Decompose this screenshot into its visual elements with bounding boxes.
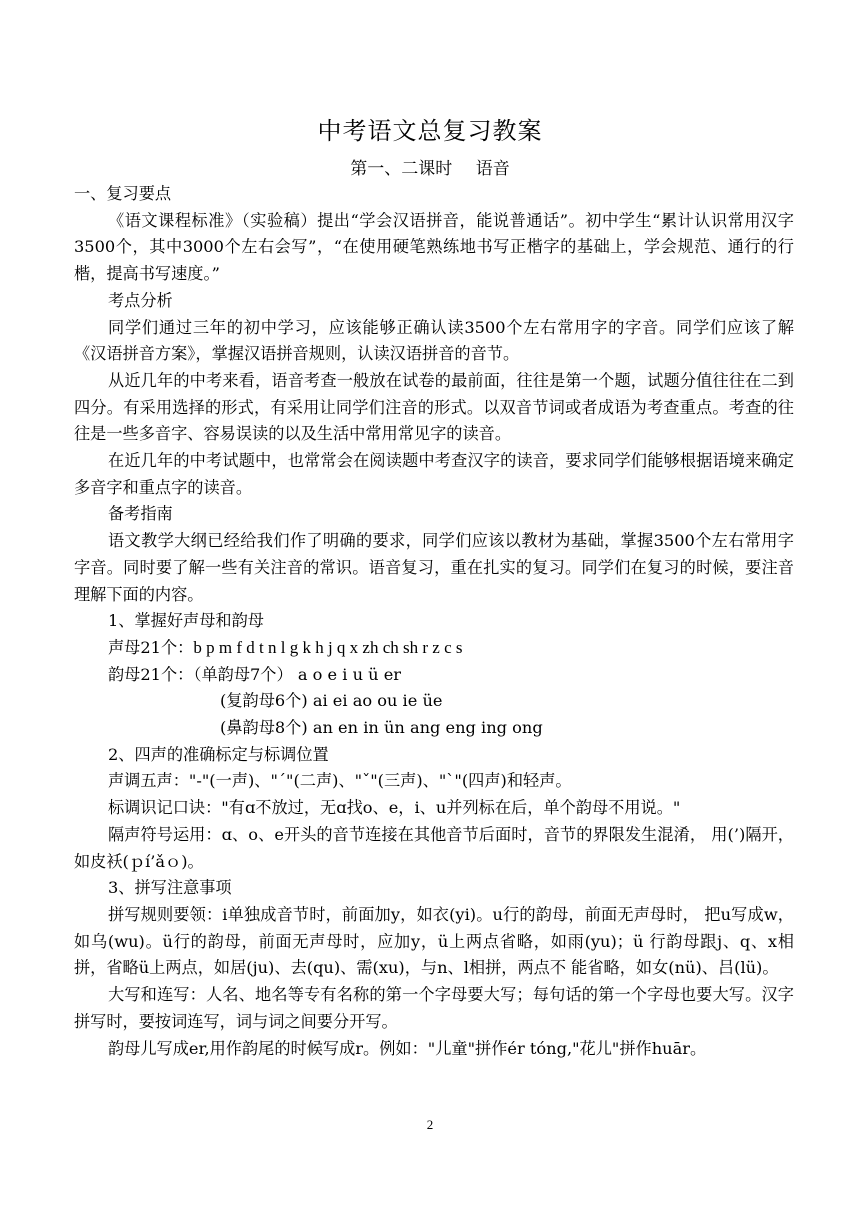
spelling-rules-paragraph: 拼写规则要领：i单独成音节时，前面加y，如衣(yi)。u行的韵母，前面无声母时， 把u写成w，如乌(wu)。ü行的韵母，前面无声母时，应加y，ü上两点省略，如雨(yu)；ü 行韵母跟j、q、x相拼，省略ü上两点，如居(ju)、去(qu)、需(xu)，与n、l相拼，两点不 能省略，如女(nü)、吕(lü)。	[74, 904, 794, 978]
analysis-paragraph-3: 在近几年的中考试题中，也常常会在阅读题中考查汉字的读音，要求同学们能够根据语境来确定多音字和重点字的读音。	[74, 451, 794, 497]
point2-heading: 2、四声的准确标定与标调位置	[108, 744, 329, 764]
lesson-topic: 语音	[475, 159, 510, 179]
initials-label: 声母21个：	[108, 637, 194, 657]
finals-compound: (复韵母6个) ai ei ao ou ie üe	[220, 691, 443, 711]
guide-heading: 备考指南	[108, 504, 173, 524]
lesson-subtitle	[0, 155, 860, 183]
section-heading: 一、复习要点	[74, 184, 172, 203]
tones-line: 声调五声："-"(一声)、"ˊ"(二声)、"ˇ"(三声)、"ˋ"(四声)和轻声。	[108, 771, 572, 791]
finals-line	[74, 662, 794, 689]
point3-heading: 3、拼写注意事项	[108, 878, 232, 898]
tone-rhyme-line: 标调识记口诀："有ɑ不放过，无ɑ找o、e，i、u并列标在后，单个韵母不用说。"	[108, 798, 681, 818]
capitalization-paragraph: 大写和连写：人名、地名等专有名称的第一个字母要大写；每句话的第一个字母也要大写。汉字拼写时，要按词连写，词与词之间要分开写。	[74, 985, 794, 1031]
initials-line	[74, 635, 794, 662]
document-title: 中考语文总复习教案	[317, 117, 543, 145]
document-body	[74, 181, 794, 1062]
finals-label: 韵母21个：	[108, 664, 194, 684]
guide-paragraph: 语文教学大纲已经给我们作了明确的要求，同学们应该以教材为基础，掌握3500个左右常用字字音。同时要了解一些有关注音的常识。语音复习，重在扎实的复习。同学们在复习的时候，要注音理解下面的内容。	[74, 531, 794, 604]
er-final-paragraph: 韵母儿写成er,用作韵尾的时候写成r。例如："儿童"拼作ér tóng,"花儿"拼作huār。	[108, 1038, 707, 1058]
analysis-heading: 考点分析	[108, 290, 173, 310]
page-number: 2	[426, 1117, 434, 1132]
initials-list: b p m f d t n l g k h j q x zh ch sh r z c s	[193, 637, 463, 657]
apostrophe-paragraph: 隔声符号运用：ɑ、o、e开头的音节连接在其他音节后面时，音节的界限发生混淆， 用(’)隔开，如皮袄(ｐí’ǎｏ)。	[74, 824, 794, 871]
lesson-number: 第一、二课时	[350, 159, 453, 179]
finals-simple: （单韵母7个） a o e i u ü er	[193, 664, 402, 684]
point1-heading: 1、掌握好声母和韵母	[108, 611, 264, 631]
intro-paragraph: 《语文课程标准》（实验稿）提出“学会汉语拼音，能说普通话”。初中学生“累计认识常用汉字3500个，其中3000个左右会写”，“在使用硬笔熟练地书写正楷字的基础上，学会规范、通行的行楷，提高书写速度。”	[74, 210, 794, 284]
analysis-paragraph-2: 从近几年的中考来看，语音考查一般放在试卷的最前面，往往是第一个题，试题分值往往在二到四分。有采用选择的形式，有采用让同学们注音的形式。以双音节词或者成语为考查重点。考查的往往是一些多音字、容易误读的以及生活中常用常见字的读音。	[74, 370, 794, 444]
finals-nasal: (鼻韵母8个) an en in ün ang eng ing ong	[220, 718, 543, 738]
analysis-paragraph-1: 同学们通过三年的初中学习，应该能够正确认读3500个左右常用字的字音。同学们应该了解《汉语拼音方案》，掌握汉语拼音规则，认读汉语拼音的音节。	[74, 317, 794, 364]
